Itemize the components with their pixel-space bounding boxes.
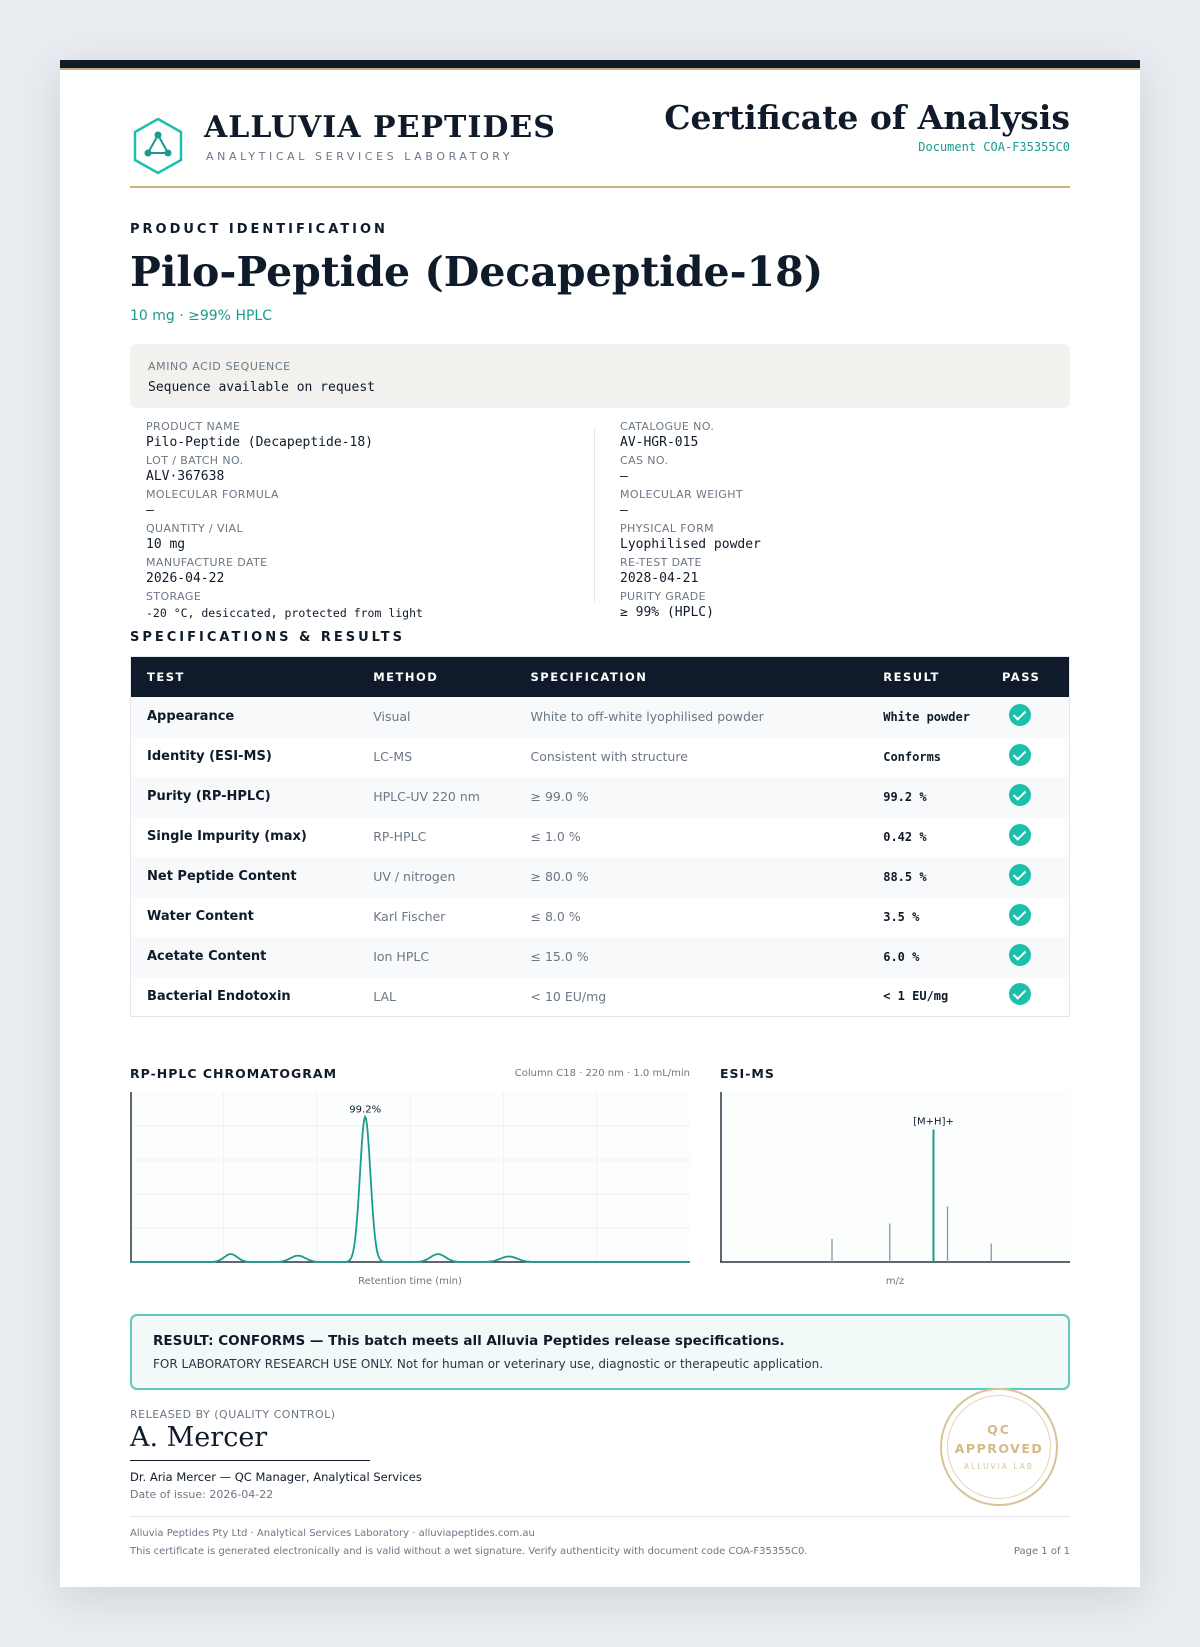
product-subtitle: 10 mg · ≥99% HPLC — [130, 308, 272, 324]
cell-method: HPLC-UV 220 nm — [357, 777, 514, 817]
field-value: Pilo-Peptide (Decapeptide-18) — [146, 435, 373, 450]
cell-specification: Consistent with structure — [515, 737, 868, 777]
field-manufacture-date — [146, 556, 576, 590]
specs-section-label: SPECIFICATIONS & RESULTS — [130, 630, 406, 645]
product-title: Pilo-Peptide (Decapeptide-18) — [130, 248, 824, 296]
field-label: CAS NO. — [620, 454, 669, 467]
ms-peak-label: [M+H]+ — [913, 1116, 954, 1128]
qc-approved-stamp — [940, 1388, 1058, 1506]
cell-test: Purity (RP-HPLC) — [131, 777, 358, 817]
table-row — [131, 777, 1070, 817]
cell-result: < 1 EU/mg — [867, 977, 986, 1017]
table-row — [131, 937, 1070, 977]
cell-method: Visual — [357, 697, 514, 737]
table-row — [131, 697, 1070, 737]
field-label: MANUFACTURE DATE — [146, 556, 268, 569]
cell-specification: ≤ 15.0 % — [515, 937, 868, 977]
top-gold-rule — [60, 68, 1140, 70]
cell-method: UV / nitrogen — [357, 857, 514, 897]
hplc-x-axis-label: Retention time (min) — [358, 1276, 462, 1287]
header-specification: SPECIFICATION — [515, 657, 868, 697]
field-lot-number — [146, 454, 576, 488]
check-circle-icon — [1009, 983, 1031, 1005]
page-number: Page 1 of 1 — [1013, 1546, 1070, 1557]
cell-test: Net Peptide Content — [131, 857, 358, 897]
cell-specification: ≥ 99.0 % — [515, 777, 868, 817]
hplc-chart-note: Column C18 · 220 nm · 1.0 mL/min — [514, 1068, 690, 1079]
header-pass: PASS — [986, 657, 1070, 697]
document-title: Certificate of Analysis — [664, 98, 1070, 137]
brand-subtitle: ANALYTICAL SERVICES LABORATORY — [206, 150, 514, 163]
field-value: Lyophilised powder — [620, 537, 761, 552]
cell-pass — [986, 857, 1070, 897]
field-label: RE-TEST DATE — [620, 556, 702, 569]
cell-result: 3.5 % — [867, 897, 986, 937]
hexagon-molecule-logo-icon — [132, 117, 184, 175]
field-retest-date — [620, 556, 1050, 590]
cell-pass — [986, 977, 1070, 1017]
field-value: AV-HGR-015 — [620, 435, 699, 450]
sequence-box — [130, 344, 1070, 408]
ms-x-axis-label: m/z — [885, 1276, 905, 1287]
footer-validity-note: This certificate is generated electronically and is valid without a wet signature. Verify authenticity with document code COA-F35355C0. — [130, 1546, 808, 1557]
table-row — [131, 977, 1070, 1017]
certificate-sheet — [60, 60, 1140, 1587]
field-label: CATALOGUE NO. — [620, 420, 715, 433]
field-value: — — [146, 503, 154, 518]
cell-pass — [986, 697, 1070, 737]
field-storage — [146, 590, 576, 624]
check-circle-icon — [1009, 864, 1031, 886]
document-code: Document COA-F35355C0 — [918, 140, 1070, 154]
cell-result: 0.42 % — [867, 817, 986, 857]
hplc-chart-title: RP-HPLC CHROMATOGRAM — [130, 1066, 338, 1081]
check-circle-icon — [1009, 904, 1031, 926]
field-label: STORAGE — [146, 590, 202, 603]
header-result: RESULT — [867, 657, 986, 697]
research-use-disclaimer: FOR LABORATORY RESEARCH USE ONLY. Not for human or veterinary use, diagnostic or therapeutic application. — [153, 1357, 824, 1371]
cell-test: Acetate Content — [131, 937, 358, 977]
field-value: — — [620, 469, 628, 484]
field-product-name — [146, 420, 576, 454]
cell-pass — [986, 937, 1070, 977]
cell-result: 88.5 % — [867, 857, 986, 897]
table-row — [131, 737, 1070, 777]
ms-chart-title: ESI-MS — [720, 1066, 775, 1081]
field-quantity — [146, 522, 576, 556]
check-circle-icon — [1009, 704, 1031, 726]
field-molecular-weight — [620, 488, 1050, 522]
cell-test: Appearance — [131, 697, 358, 737]
sequence-label: AMINO ACID SEQUENCE — [148, 360, 291, 373]
field-physical-form — [620, 522, 1050, 556]
footer-divider — [130, 1516, 1070, 1517]
cell-pass — [986, 777, 1070, 817]
cell-method: Ion HPLC — [357, 937, 514, 977]
released-by-label: RELEASED BY (QUALITY CONTROL) — [130, 1408, 336, 1421]
stamp-lab-text: ALLUVIA LAB — [963, 1462, 1035, 1471]
result-conformance-box — [130, 1314, 1070, 1390]
field-value: 10 mg — [146, 537, 186, 552]
table-row — [131, 857, 1070, 897]
field-value: -20 °C, desiccated, protected from light — [146, 606, 423, 620]
cell-pass — [986, 897, 1070, 937]
header-test: TEST — [131, 657, 358, 697]
field-label: LOT / BATCH NO. — [146, 454, 244, 467]
cell-test: Water Content — [131, 897, 358, 937]
check-circle-icon — [1009, 744, 1031, 766]
cell-method: RP-HPLC — [357, 817, 514, 857]
field-label: PHYSICAL FORM — [620, 522, 715, 535]
cell-specification: White to off-white lyophilised powder — [515, 697, 868, 737]
stamp-qc-text: QC — [987, 1422, 1011, 1437]
header-method: METHOD — [357, 657, 514, 697]
issue-date: Date of issue: 2026-04-22 — [130, 1488, 274, 1501]
table-header-row — [131, 657, 1070, 697]
field-purity-grade — [620, 590, 1050, 624]
cell-specification: < 10 EU/mg — [515, 977, 868, 1017]
stamp-approved-text: APPROVED — [954, 1441, 1044, 1456]
field-value: ≥ 99% (HPLC) — [620, 605, 714, 620]
field-value: 2028-04-21 — [620, 571, 699, 586]
product-section-label: PRODUCT IDENTIFICATION — [130, 222, 388, 237]
signatory-name: Dr. Aria Mercer — QC Manager, Analytical Services — [130, 1470, 422, 1484]
field-label: PRODUCT NAME — [146, 420, 241, 433]
specifications-table — [130, 656, 1070, 1017]
cell-method: Karl Fischer — [357, 897, 514, 937]
footer-company: Alluvia Peptides Pty Ltd · Analytical Services Laboratory · alluviapeptides.com.au — [130, 1528, 535, 1539]
check-circle-icon — [1009, 784, 1031, 806]
cell-pass — [986, 817, 1070, 857]
cell-test: Bacterial Endotoxin — [131, 977, 358, 1017]
cell-result: Conforms — [867, 737, 986, 777]
cell-specification: ≥ 80.0 % — [515, 857, 868, 897]
cell-test: Single Impurity (max) — [131, 817, 358, 857]
brand-name: ALLUVIA PEPTIDES — [204, 110, 556, 145]
field-value: 2026-04-22 — [146, 571, 225, 586]
cell-method: LAL — [357, 977, 514, 1017]
field-catalogue-number — [620, 420, 1050, 454]
field-molecular-formula — [146, 488, 576, 522]
info-column-right — [620, 420, 1050, 624]
field-value: — — [620, 503, 628, 518]
sequence-value: Sequence available on request — [148, 380, 375, 395]
cell-result: 99.2 % — [867, 777, 986, 817]
info-column-left — [146, 420, 576, 624]
field-label: PURITY GRADE — [620, 590, 706, 603]
result-statement: RESULT: CONFORMS — This batch meets all Alluvia Peptides release specifications. — [153, 1333, 785, 1349]
check-circle-icon — [1009, 944, 1031, 966]
field-label: MOLECULAR FORMULA — [146, 488, 279, 501]
peak-label: 99.2% — [349, 1104, 382, 1116]
cell-specification: ≤ 1.0 % — [515, 817, 868, 857]
table-row — [131, 817, 1070, 857]
field-label: MOLECULAR WEIGHT — [620, 488, 743, 501]
cell-result: White powder — [867, 697, 986, 737]
check-circle-icon — [1009, 824, 1031, 846]
field-cas-number — [620, 454, 1050, 488]
header-divider — [130, 186, 1070, 188]
info-divider — [594, 428, 595, 602]
table-row — [131, 897, 1070, 937]
esi-ms-spectrum-chart — [720, 1092, 1070, 1264]
top-bar — [60, 60, 1140, 68]
cell-test: Identity (ESI-MS) — [131, 737, 358, 777]
field-value: ALV·367638 — [146, 469, 225, 484]
field-label: QUANTITY / VIAL — [146, 522, 243, 535]
signature-line — [130, 1460, 370, 1461]
cell-method: LC-MS — [357, 737, 514, 777]
signature: A. Mercer — [130, 1422, 268, 1453]
hplc-chromatogram-chart — [130, 1092, 690, 1264]
cell-result: 6.0 % — [867, 937, 986, 977]
cell-pass — [986, 737, 1070, 777]
cell-specification: ≤ 8.0 % — [515, 897, 868, 937]
